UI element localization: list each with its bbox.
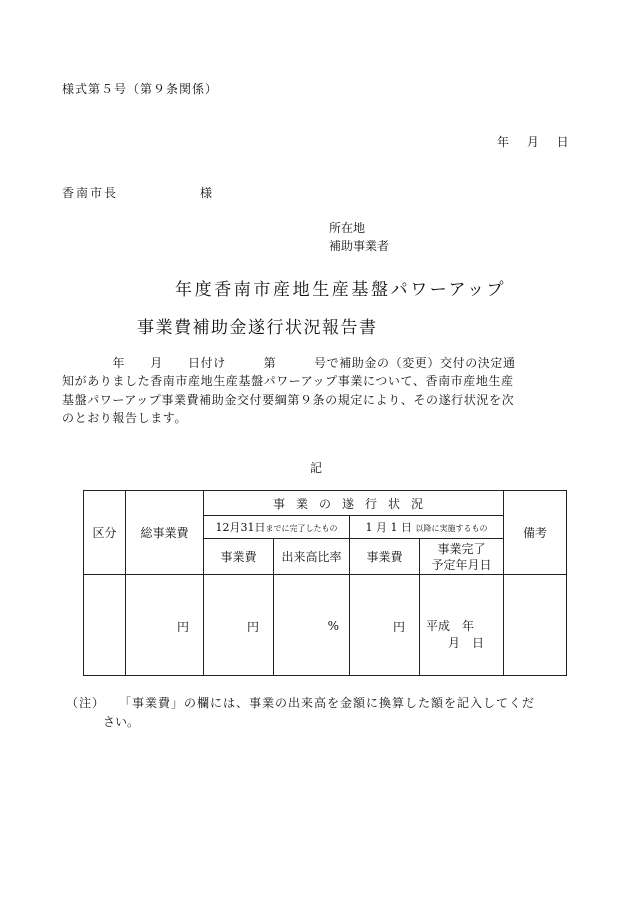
- note-text: 「事業費」の欄には、事業の出来高を金額に換算した額を記入してくだ: [125, 696, 536, 710]
- date-md: 月 日: [448, 636, 485, 650]
- cell-progress[interactable]: %: [274, 575, 350, 676]
- complete-label-1: 事業完了: [437, 541, 486, 556]
- cell-total-cost[interactable]: 円: [126, 575, 204, 676]
- header-cost-2: 事業費: [350, 539, 420, 575]
- header-bikou: 備考: [504, 491, 567, 575]
- header-period-1: [204, 516, 350, 539]
- note-line-2: さい。: [103, 715, 140, 729]
- address-label: 所在地: [329, 221, 366, 235]
- note-line-1: [66, 694, 535, 711]
- date-era: 平成 年: [426, 619, 475, 633]
- period-1-small: までに完了したもの: [265, 524, 338, 533]
- header-cost-1: 事業費: [204, 539, 274, 575]
- form-number: 様式第５号（第９条関係）: [62, 82, 219, 96]
- cell-bikou[interactable]: [504, 575, 567, 676]
- applicant-label: 補助事業者: [329, 239, 390, 253]
- header-total-cost: 総事業費: [126, 491, 204, 575]
- title-line-1: 年度香南市産地生産基盤パワーアップ: [175, 280, 507, 300]
- cell-complete-date[interactable]: [420, 575, 504, 676]
- body-line: 基盤パワーアップ事業費補助金交付要綱第９条の規定により、その遂行状況を次: [62, 392, 515, 407]
- cell-kubun[interactable]: [84, 575, 126, 676]
- period-2-main: 1 月 1 日: [365, 521, 412, 534]
- header-period-2: [350, 516, 504, 539]
- body-line: 年 月 日付け 第 号で補助金の（変更）交付の決定通: [62, 356, 516, 370]
- ki-heading: 記: [310, 461, 323, 475]
- period-1-main: 12月31日: [215, 521, 266, 534]
- addressee: 香南市長: [62, 186, 119, 200]
- status-table: [83, 490, 567, 676]
- honorific: 様: [200, 186, 213, 200]
- cell-cost-1[interactable]: 円: [204, 575, 274, 676]
- body-line: のとおり報告します。: [62, 410, 188, 425]
- title-line-2: 事業費補助金遂行状況報告書: [137, 318, 378, 338]
- header-status: 事業の遂行状況: [204, 491, 504, 516]
- period-2-small: 以降に実施するもの: [415, 524, 488, 533]
- note-label: （注）: [66, 696, 100, 710]
- cell-cost-2[interactable]: 円: [350, 575, 420, 676]
- header-complete-date: [420, 539, 504, 575]
- header-kubun: 区分: [84, 491, 126, 575]
- header-progress: 出来高比率: [274, 539, 350, 575]
- date-line: 年 月 日: [497, 135, 569, 149]
- complete-label-2: 予定年月日: [431, 557, 492, 572]
- body-paragraph: [62, 354, 568, 427]
- body-line: 知がありました香南市産地生産基盤パワーアップ事業について、香南市産地生産: [62, 374, 514, 389]
